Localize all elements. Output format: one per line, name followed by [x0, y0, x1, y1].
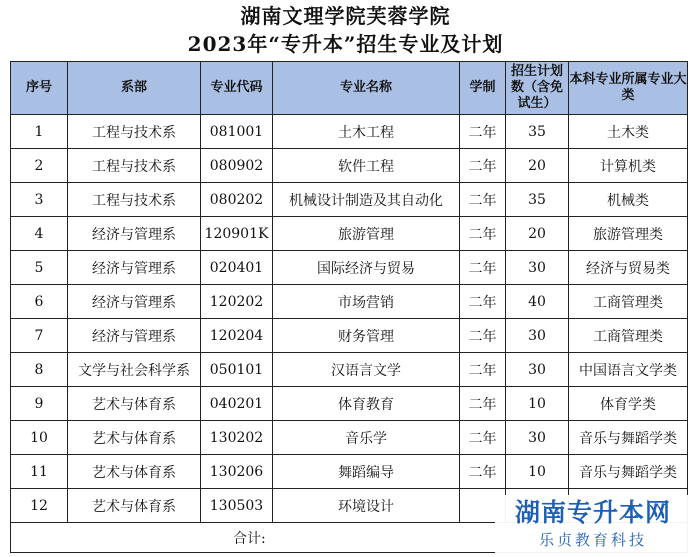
table-row: [11, 353, 688, 387]
cell-duration: 二年: [460, 353, 506, 387]
cell-duration: 二年: [460, 251, 506, 285]
table-row: [11, 285, 688, 319]
header-plan-count: 招生计划数（含免试生）: [506, 62, 569, 115]
cell-department: 经济与管理系: [68, 285, 201, 319]
cell-major-code: 020401: [201, 251, 273, 285]
cell-duration: 二年: [460, 319, 506, 353]
cell-index: 12: [11, 489, 68, 523]
cell-category: 工商管理类: [569, 319, 688, 353]
header-major-name: 专业名称: [273, 62, 460, 115]
cell-major-code: 130202: [201, 421, 273, 455]
cell-plan-count: 35: [506, 115, 569, 149]
cell-index: 7: [11, 319, 68, 353]
cell-index: 3: [11, 183, 68, 217]
header-major-code: 专业代码: [201, 62, 273, 115]
cell-major-name: 音乐学: [273, 421, 460, 455]
cell-plan-count: 30: [506, 319, 569, 353]
table-row: [11, 115, 688, 149]
cell-plan-count: 35: [506, 183, 569, 217]
cell-category: 经济与贸易类: [569, 251, 688, 285]
cell-major-name: 环境设计: [273, 489, 460, 523]
header-index: 序号: [11, 62, 68, 115]
cell-major-code: 050101: [201, 353, 273, 387]
table-row: [11, 149, 688, 183]
cell-category: 音乐与舞蹈学类: [569, 455, 688, 489]
cell-major-code: 040201: [201, 387, 273, 421]
cell-department: 艺术与体育系: [68, 489, 201, 523]
cell-category: 旅游管理类: [569, 217, 688, 251]
cell-department: 文学与社会科学系: [68, 353, 201, 387]
cell-department: 经济与管理系: [68, 319, 201, 353]
cell-major-name: 舞蹈编导: [273, 455, 460, 489]
cell-department: 工程与技术系: [68, 115, 201, 149]
cell-plan-count: 20: [506, 217, 569, 251]
cell-major-code: 120901K: [201, 217, 273, 251]
cell-category: 机械类: [569, 183, 688, 217]
cell-plan-count: 10: [506, 387, 569, 421]
cell-category: 音乐与舞蹈学类: [569, 421, 688, 455]
cell-department: 艺术与体育系: [68, 387, 201, 421]
cell-index: 1: [11, 115, 68, 149]
header-department: 系部: [68, 62, 201, 115]
cell-duration: 二年: [460, 387, 506, 421]
cell-index: 8: [11, 353, 68, 387]
watermark-title: 湖南专升本网: [514, 498, 671, 527]
cell-index: 9: [11, 387, 68, 421]
watermark-subtitle: 乐贞教育科技: [538, 531, 647, 549]
document-title: 湖南文理学院芙蓉学院: [240, 4, 451, 28]
cell-major-name: 市场营销: [273, 285, 460, 319]
cell-major-name: 旅游管理: [273, 217, 460, 251]
cell-category: 计算机类: [569, 149, 688, 183]
cell-major-name: 机械设计制造及其自动化: [273, 183, 460, 217]
cell-category: 土木类: [569, 115, 688, 149]
watermark-logo: [495, 495, 691, 557]
cell-major-name: 体育教育: [273, 387, 460, 421]
table-row: [11, 251, 688, 285]
table-row: [11, 217, 688, 251]
cell-department: 经济与管理系: [68, 217, 201, 251]
cell-duration: 二年: [460, 217, 506, 251]
total-label: 合计:: [233, 530, 266, 547]
cell-plan-count: 30: [506, 421, 569, 455]
table-row: [11, 455, 688, 489]
cell-major-name: 土木工程: [273, 115, 460, 149]
cell-plan-count: 20: [506, 149, 569, 183]
cell-major-code: 130503: [201, 489, 273, 523]
cell-index: 10: [11, 421, 68, 455]
cell-major-name: 软件工程: [273, 149, 460, 183]
document-subtitle: 2023年“专升本”招生专业及计划: [187, 32, 504, 56]
table-row: [11, 319, 688, 353]
cell-plan-count: 10: [506, 455, 569, 489]
cell-major-code: 080202: [201, 183, 273, 217]
enrollment-plan-table: [10, 61, 688, 553]
cell-index: 11: [11, 455, 68, 489]
table-header-row: [11, 62, 688, 115]
cell-duration: 二年: [460, 285, 506, 319]
cell-plan-count: 40: [506, 285, 569, 319]
table-row: [11, 421, 688, 455]
cell-duration: 二年: [460, 149, 506, 183]
cell-major-name: 汉语言文学: [273, 353, 460, 387]
cell-department: 工程与技术系: [68, 183, 201, 217]
cell-major-code: 120202: [201, 285, 273, 319]
cell-department: 艺术与体育系: [68, 421, 201, 455]
cell-index: 5: [11, 251, 68, 285]
cell-category: 体育学类: [569, 387, 688, 421]
cell-department: 艺术与体育系: [68, 455, 201, 489]
cell-plan-count: 30: [506, 353, 569, 387]
cell-major-name: 财务管理: [273, 319, 460, 353]
cell-duration: 二年: [460, 183, 506, 217]
cell-major-code: 080902: [201, 149, 273, 183]
header-category: 本科专业所属专业大类: [569, 62, 688, 115]
cell-category: 中国语言文学类: [569, 353, 688, 387]
table-row: [11, 183, 688, 217]
cell-plan-count: 30: [506, 251, 569, 285]
cell-index: 2: [11, 149, 68, 183]
cell-major-code: 120204: [201, 319, 273, 353]
table-row: [11, 387, 688, 421]
cell-category: 工商管理类: [569, 285, 688, 319]
cell-major-name: 国际经济与贸易: [273, 251, 460, 285]
cell-duration: 二年: [460, 115, 506, 149]
cell-department: 经济与管理系: [68, 251, 201, 285]
cell-major-code: 081001: [201, 115, 273, 149]
cell-index: 6: [11, 285, 68, 319]
cell-department: 工程与技术系: [68, 149, 201, 183]
cell-duration: 二年: [460, 421, 506, 455]
cell-major-code: 130206: [201, 455, 273, 489]
cell-duration: 二年: [460, 455, 506, 489]
cell-index: 4: [11, 217, 68, 251]
header-duration: 学制: [460, 62, 506, 115]
